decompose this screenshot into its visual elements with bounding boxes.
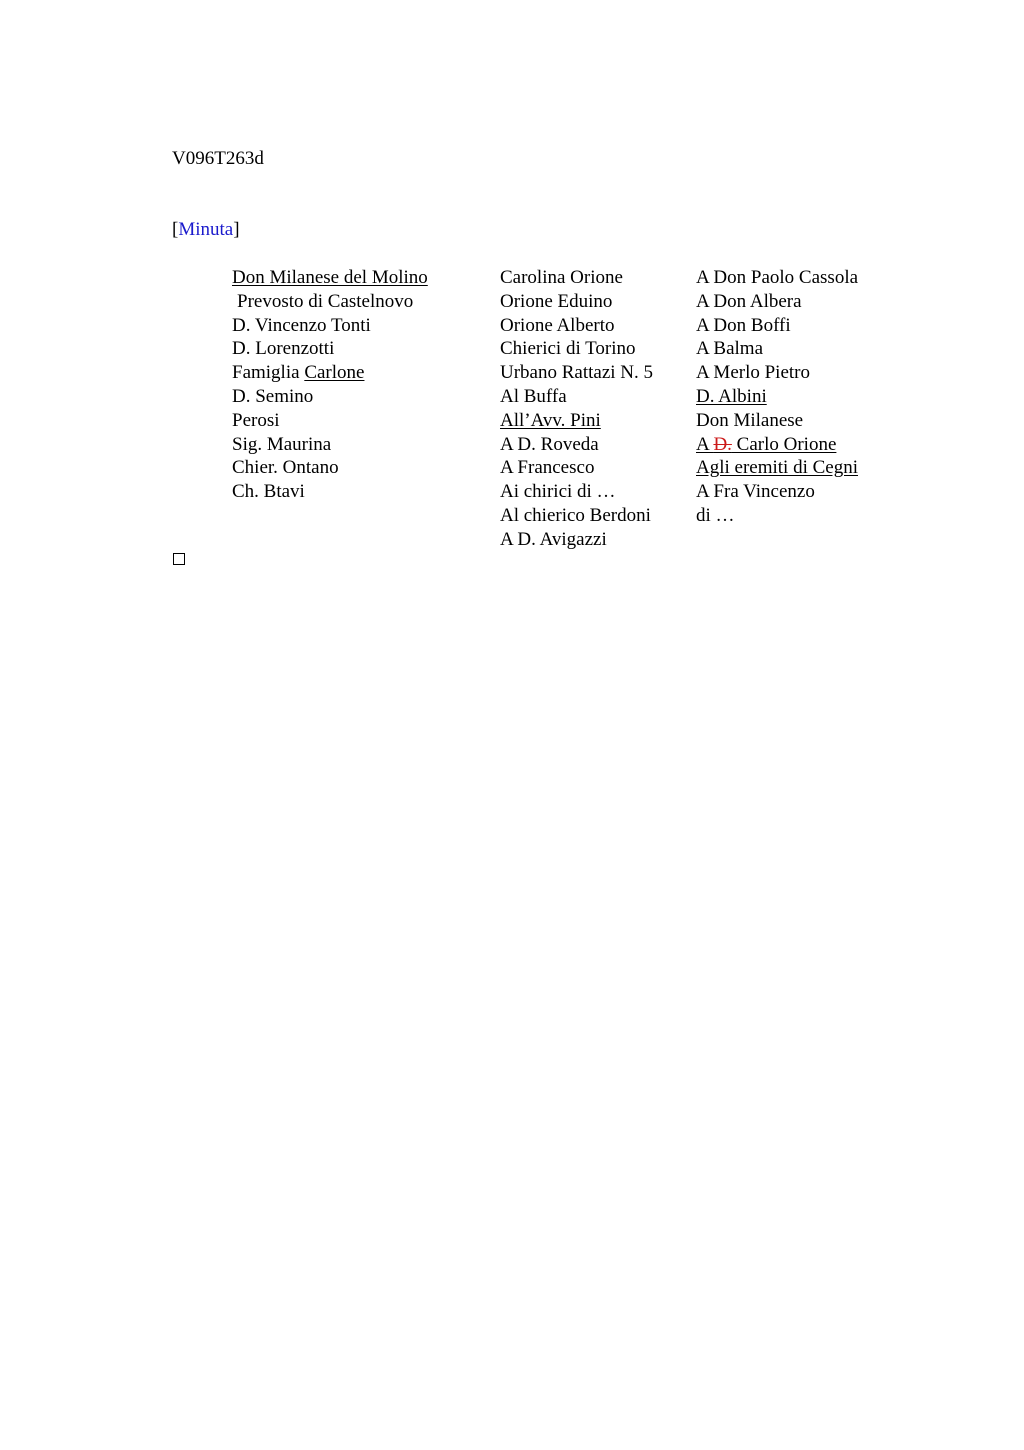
list-item-text: A Don Paolo Cassola [696, 267, 859, 288]
list-item-text: A Francesco [500, 457, 595, 479]
list-item [696, 337, 858, 361]
list-item [696, 504, 858, 528]
list-item [500, 337, 653, 361]
list-item-text: Al chierico Berdoni [500, 504, 651, 526]
recipient-column-3 [696, 266, 858, 528]
list-item-text: A Don Boffi [696, 314, 791, 336]
list-item-text: D. Semino [232, 385, 314, 407]
list-item-text: Carlo Orione [731, 433, 837, 455]
list-item-text: A [696, 433, 714, 455]
list-item [232, 290, 428, 314]
list-item [500, 504, 653, 528]
list-item-text-underlined [696, 434, 836, 455]
list-item-text: A Balma [696, 338, 764, 360]
list-item-text-underlined: D. Albini [696, 385, 767, 407]
minuta-heading [172, 218, 240, 242]
list-item-text: di … [696, 504, 735, 526]
list-item-text: Ch. Btavi [232, 481, 305, 503]
list-item-text: Prevosto di Castelnovo [237, 290, 414, 312]
list-item-text: D. Vincenzo Tonti [232, 314, 371, 336]
recipient-column-2 [500, 266, 653, 552]
list-item [696, 290, 858, 314]
list-item [696, 480, 858, 504]
list-item-text: Chier. Ontano [232, 457, 339, 479]
list-item-text-underlined: All’Avv. Pini [500, 409, 601, 431]
list-item-text: A Merlo Pietro [696, 362, 810, 384]
bracket-open: [ [172, 219, 179, 240]
list-item-text: Famiglia [232, 362, 305, 384]
strikethrough-text: D. [713, 433, 732, 455]
list-item-text: Perosi [232, 409, 280, 431]
list-item-text-underlined: Agli eremiti di Cegni [696, 457, 859, 479]
list-item-text: Ai chirici di … [500, 481, 616, 503]
list-item-text: Orione Eduino [500, 290, 613, 312]
list-item [500, 361, 653, 385]
list-item [500, 290, 653, 314]
list-item [232, 385, 428, 409]
list-item-text: Sig. Maurina [232, 433, 332, 455]
list-item-text: A D. Roveda [500, 433, 599, 455]
list-item [500, 456, 653, 480]
list-item [232, 433, 428, 457]
list-item [500, 385, 653, 409]
list-item [696, 409, 858, 433]
list-item [500, 528, 653, 552]
list-item [696, 314, 858, 338]
list-item-text: Chierici di Torino [500, 338, 636, 360]
list-item-text-underlined: Carlone [304, 362, 365, 384]
list-item-text: Don Milanese del Molino [232, 267, 428, 288]
list-item [696, 433, 858, 457]
list-item [696, 385, 858, 409]
list-item-text: D. Lorenzotti [232, 338, 335, 360]
list-item-text: Don Milanese [696, 409, 804, 431]
list-item [696, 266, 858, 290]
list-item-text: Orione Alberto [500, 314, 615, 336]
list-item [500, 409, 653, 433]
list-item-text: A Fra Vincenzo [696, 481, 815, 503]
list-item [500, 266, 653, 290]
list-item [696, 361, 858, 385]
list-item [232, 480, 428, 504]
list-item [500, 433, 653, 457]
list-item-text: Urbano Rattazi N. 5 [500, 362, 654, 384]
list-item [696, 456, 858, 480]
list-item [500, 314, 653, 338]
list-item [232, 456, 428, 480]
list-item-text: A Don Albera [696, 290, 802, 312]
list-item [232, 409, 428, 433]
list-item-text: A D. Avigazzi [500, 528, 607, 550]
list-item [232, 314, 428, 338]
list-item [232, 337, 428, 361]
list-item [232, 361, 428, 385]
list-item-text: Al Buffa [500, 385, 567, 407]
list-item-text: Carolina Orione [500, 267, 623, 288]
list-item [500, 480, 653, 504]
minuta-label: Minuta [178, 219, 234, 240]
square-outline-icon [173, 553, 185, 565]
document-id: V096T263d [172, 148, 264, 169]
recipient-column-1 [232, 266, 428, 504]
list-item [232, 266, 428, 290]
bracket-close: ] [233, 219, 240, 240]
